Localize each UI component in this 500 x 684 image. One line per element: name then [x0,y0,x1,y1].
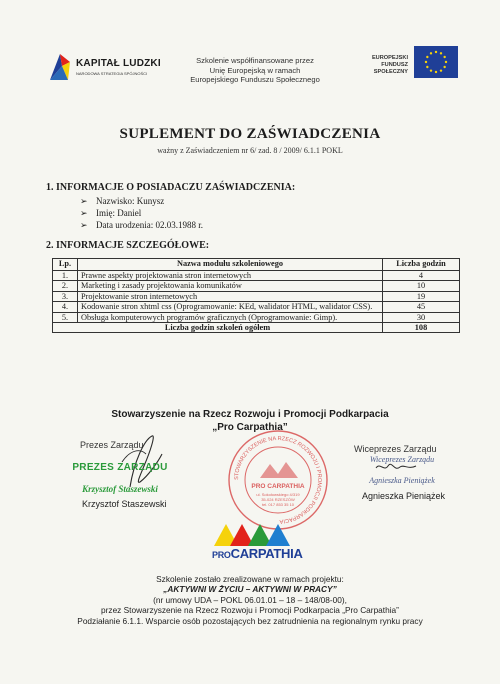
president-stamp-title: PREZES ZARZĄDU [72,462,168,473]
efs-line: FUNDUSZ SPOŁECZNY [373,62,408,75]
president-name: Krzysztof Staszewski [82,499,167,509]
president-stamp-name: Krzysztof Staszewski [82,484,158,494]
row-number: 4. [53,302,78,312]
footer-line: przez Stowarzyszenie na Rzecz Rozwoju i Promocji Podkarpacia „Pro Carpathia” [101,605,399,616]
row-number: 1. [53,271,78,281]
list-item [80,219,203,231]
footer-line: (nr umowy UDA – POKL 06.01.01 – 18 – 148/08-00), [153,594,347,605]
eu-star-icon [425,61,427,63]
vice-president-stamp-title: Wiceprezes Zarządu [369,455,435,464]
row-number: 3. [53,291,78,301]
eu-star-icon [445,61,447,63]
stamp-address-line: tel. 017 853 35 10 [261,502,295,507]
organization-line: Stowarzyszenie na Rzecz Rozwoju i Promocji Podkarpacia [111,409,389,420]
eu-star-icon [430,52,432,54]
module-hours: 4 [383,271,460,281]
pro-carpathia-logo-text [212,546,303,561]
organization-line: „Pro Carpathia” [212,422,288,433]
module-name: Kodowanie stron xhtml css (Oprogramowanie: KEd, walidator HTML, walidator CSS). [78,302,383,312]
eu-star-icon [440,69,442,71]
holder-surname: Nazwisko: Kunysz [96,196,165,206]
section-heading-holder-info: 1. INFORMACJE O POSIADACZU ZAŚWIADCZENIA: [46,182,296,193]
vice-president-signature [372,458,422,476]
table-row [53,271,460,281]
module-hours: 30 [383,312,460,322]
module-name: Obsługa komputerowych programów graficznych (Oprogramowanie: Gimp). [78,312,383,322]
module-name: Marketing i zasady projektowania komunikatów [78,281,383,291]
table-row [53,291,460,301]
table-row [53,302,460,312]
kapital-ludzki-title: KAPITAŁ LUDZKI [76,58,161,69]
row-number: 2. [53,281,78,291]
total-hours: 108 [383,323,460,333]
total-label: Liczba godzin szkoleń ogółem [53,323,383,333]
svg-text:STOWARZYSZENIE NA RZECZ ROZWOJ [234,436,322,524]
vice-president-role: Wiceprezes Zarządu [354,444,437,454]
arrow-bullet-icon: ➢ [80,208,88,218]
arrow-bullet-icon: ➢ [80,220,88,230]
eu-star-icon [440,52,442,54]
cofinancing-line: Unię Europejską w ramach [209,65,301,75]
table-row [53,312,460,322]
modules-table [52,258,460,333]
logo-carpathia: CARPATHIA [230,546,303,561]
stamp-address-line: 35-024 RZESZÓW [261,497,295,502]
column-header-module: Nazwa modułu szkoleniowego [78,259,383,271]
cofinancing-line: Szkolenie współfinansowane przez [196,56,314,65]
stamp-center-text: PRO CARPATHIA [251,483,305,490]
column-header-hours: Liczba godzin [383,259,460,271]
stamp-outer-text: STOWARZYSZENIE NA RZECZ ROZWOJU I PROMOCJI PODKARPACIA [233,435,323,525]
module-hours: 10 [383,281,460,291]
eu-star-icon [435,51,437,53]
eu-star-icon [426,56,428,58]
module-hours: 45 [383,302,460,312]
table-row [53,281,460,291]
cofinancing-note [170,56,340,85]
module-hours: 19 [383,291,460,301]
holder-first-name: Imię: Daniel [96,208,142,218]
kapital-ludzki-subtitle: NARODOWA STRATEGIA SPÓJNOŚCI [76,71,148,76]
module-name: Projektowanie stron internetowych [78,291,383,301]
eu-star-icon [430,69,432,71]
column-header-lp: Lp. [53,259,78,271]
vice-president-stamp-name: Agnieszka Pieniążek [369,476,435,485]
eu-star-icon [426,66,428,68]
page-title: SUPLEMENT DO ZAŚWIADCZENIA [119,126,381,142]
president-role: Prezes Zarządu [80,440,144,450]
logo-pro: PRO [212,550,231,560]
eu-star-icon [443,66,445,68]
eu-star-icon [443,56,445,58]
holder-info-list [80,195,203,231]
page-subtitle: ważny z Zaświadczeniem nr 6/ zad. 8 / 2009/ 6.1.1 POKL [157,146,343,155]
holder-birth-date: Data urodzenia: 02.03.1988 r. [96,220,203,230]
efs-line: EUROPEJSKI [371,55,408,61]
footer-line: Szkolenie zostało zrealizowane w ramach projektu: [156,574,344,584]
list-item [80,207,203,219]
project-name: „AKTYWNI W ŻYCIU – AKTYWNI W PRACY” [163,584,337,595]
table-header-row [53,259,460,271]
arrow-bullet-icon: ➢ [80,196,88,206]
vice-president-name: Agnieszka Pieniążek [362,491,446,501]
project-footer [0,574,500,626]
list-item [80,195,203,207]
section-heading-details: 2. INFORMACJE SZCZEGÓŁOWE: [46,240,210,251]
kapital-ludzki-logo [48,52,70,82]
eu-flag-icon [414,46,458,78]
cofinancing-line: Europejskiego Funduszu Społecznego [190,75,320,85]
table-total-row [53,323,460,333]
row-number: 5. [53,312,78,322]
module-name: Prawne aspekty projektowania stron internetowych [78,271,383,281]
eu-star-icon [435,71,437,73]
organization-round-stamp [226,428,330,532]
footer-line: Podziałanie 6.1.1. Wsparcie osób pozostających bez zatrudnienia na regionalnym rynku pracy [77,615,423,626]
stamp-address-line: ul. Sokołowskiego 4/319 [256,492,300,497]
efs-label [352,55,408,76]
